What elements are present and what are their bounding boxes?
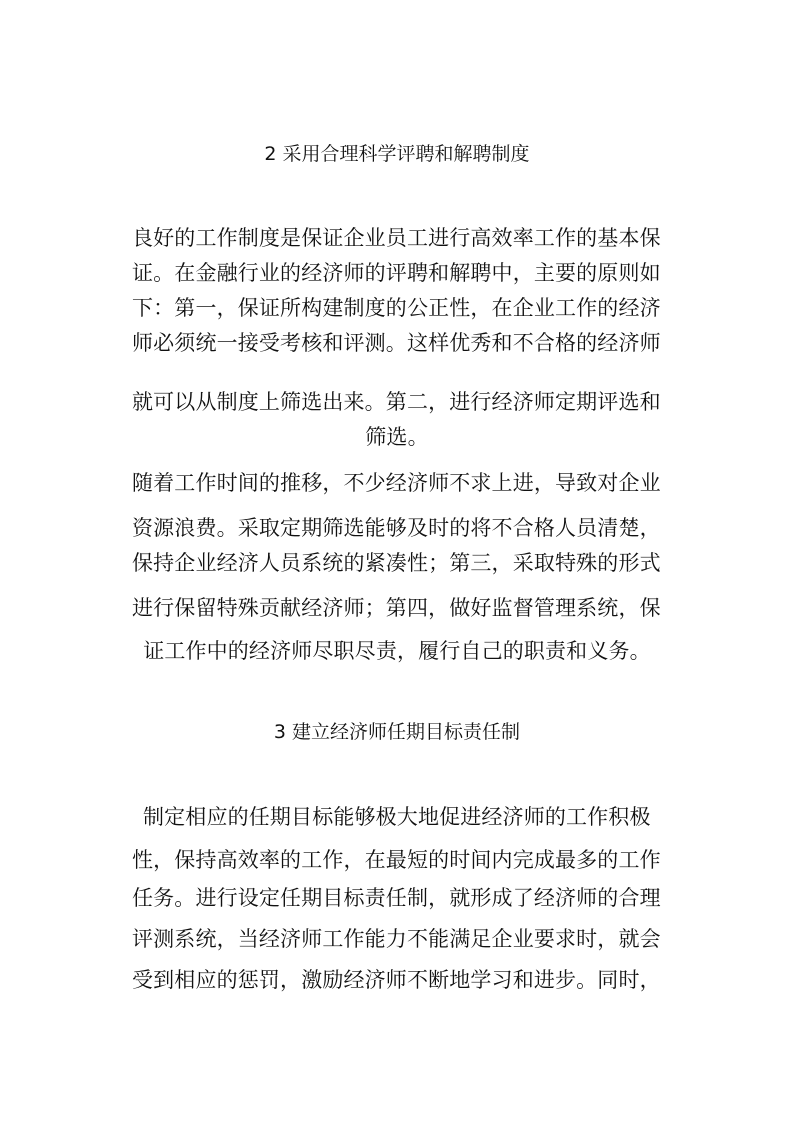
paragraph-line: 任务。进行设定任期目标责任制，就形成了经济师的合理 bbox=[132, 886, 661, 910]
paragraph-line: 证工作中的经济师尽职尽责，履行自己的职责和义务。 bbox=[143, 639, 651, 663]
paragraph-line: 证。在金融行业的经济师的评聘和解聘中，主要的原则如 bbox=[132, 261, 661, 285]
paragraph-line: 筛选。 bbox=[365, 425, 429, 449]
paragraph-line: 就可以从制度上筛选出来。第二，进行经济师定期评选和 bbox=[132, 390, 661, 414]
paragraph-line: 性，保持高效率的工作，在最短的时间内完成最多的工作 bbox=[132, 848, 661, 872]
paragraph-line: 受到相应的惩罚，激励经济师不断地学习和进步。同时， bbox=[132, 968, 661, 992]
paragraph-line: 师必须统一接受考核和评测。这样优秀和不合格的经济师 bbox=[132, 331, 661, 355]
paragraph-line: 进行保留特殊贡献经济师；第四，做好监督管理系统，保 bbox=[132, 596, 661, 620]
paragraph-line: 评测系统，当经济师工作能力不能满足企业要求时，就会 bbox=[132, 927, 661, 951]
section-3-heading: 3 建立经济师任期目标责任制 bbox=[273, 721, 521, 743]
paragraph-line: 保持企业经济人员系统的紧凑性；第三，采取特殊的形式 bbox=[132, 551, 661, 575]
paragraph-line: 制定相应的任期目标能够极大地促进经济师的工作积极 bbox=[143, 805, 651, 829]
paragraph-line: 良好的工作制度是保证企业员工进行高效率工作的基本保 bbox=[132, 226, 661, 250]
paragraph-line: 随着工作时间的推移，不少经济师不求上进，导致对企业 bbox=[132, 471, 661, 495]
section-2-heading: 2 采用合理科学评聘和解聘制度 bbox=[264, 143, 530, 165]
paragraph-line: 下：第一，保证所构建制度的公正性，在企业工作的经济 bbox=[132, 296, 661, 320]
paragraph-line: 资源浪费。采取定期筛选能够及时的将不合格人员清楚， bbox=[132, 516, 661, 540]
